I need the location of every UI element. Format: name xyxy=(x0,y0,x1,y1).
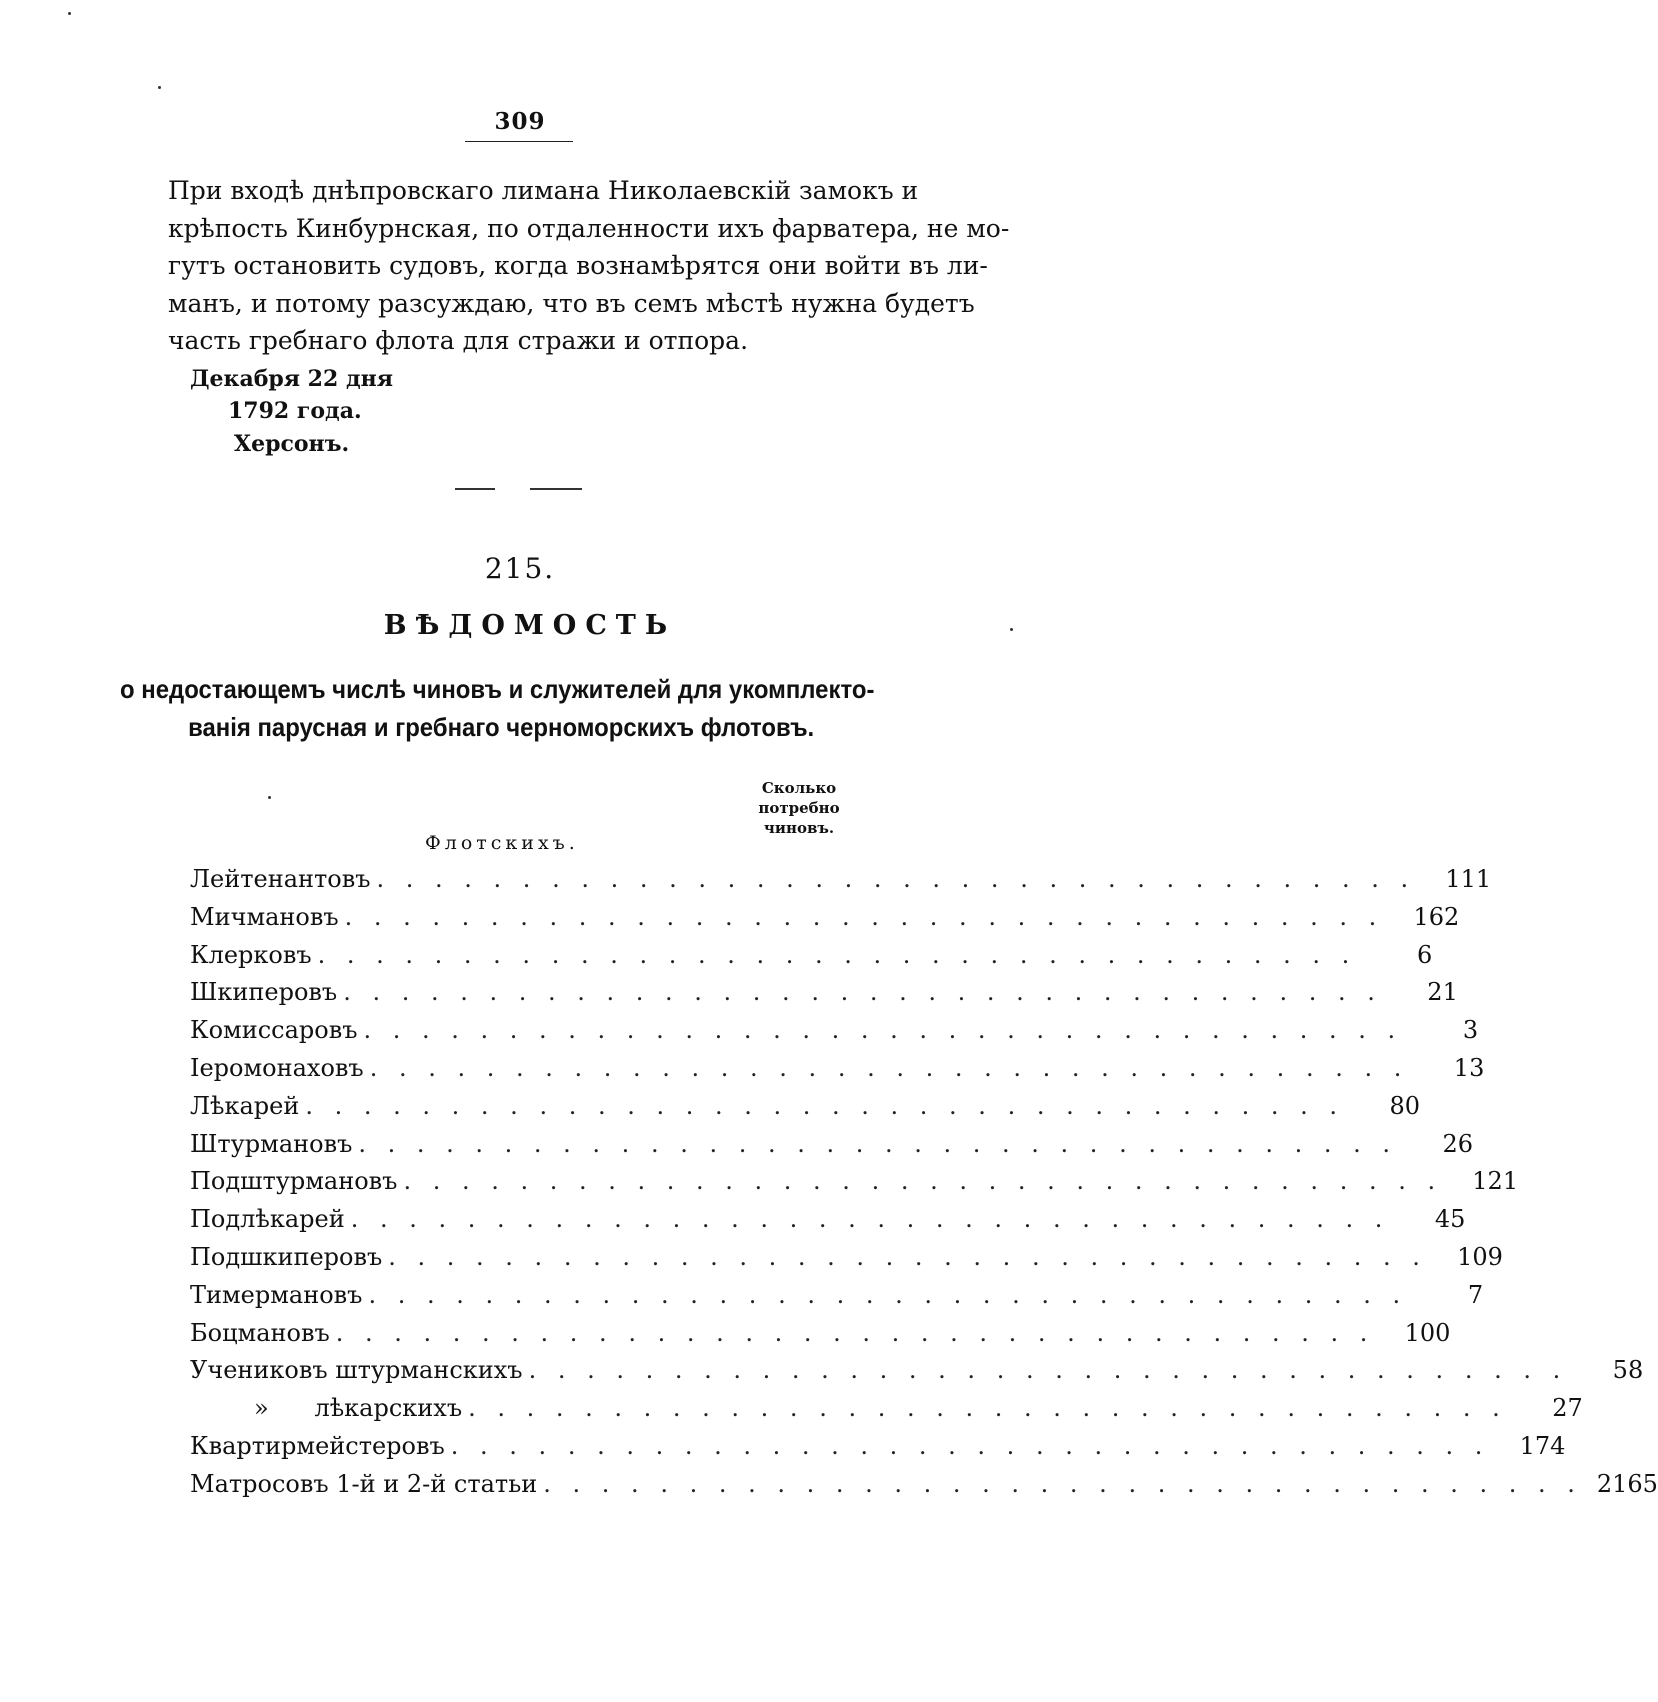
rank-count: 7 xyxy=(1467,1280,1484,1309)
rank-count: 109 xyxy=(1457,1242,1503,1271)
table-row xyxy=(190,1167,1519,1205)
paragraph-line: манъ, и потому разсуждаю, что въ семъ мѣстѣ нужна будетъ xyxy=(168,288,975,318)
table-row xyxy=(190,1091,1421,1130)
dot-leader: . . . . . . . . . . . . . . . . . . . . . . . . . . . . . . . . . . . . xyxy=(363,1016,1403,1045)
rank-label: Комиссаровъ xyxy=(190,1016,358,1045)
table-row xyxy=(190,1129,1474,1168)
column-header-line: потребно xyxy=(758,799,840,817)
rank-label: Подштурмановъ xyxy=(190,1167,398,1196)
rank-count: 13 xyxy=(1453,1053,1485,1082)
rank-count: 174 xyxy=(1519,1431,1566,1460)
dot-leader: . . . . . . . . . . . . . . . . . . . . . . . . . . . . . . . . . . . . xyxy=(368,1280,1408,1309)
dot-leader: . . . . . . . . . . . . . . . . . . . . . . . . . . . . . . . . . . . . xyxy=(344,902,1384,931)
rank-count: 26 xyxy=(1442,1129,1474,1158)
dot-leader: . . . . . . . . . . . . . . . . . . . . . . . . . . . . . . . . . . . . xyxy=(403,1167,1443,1196)
rank-label: Шкиперовъ xyxy=(190,978,338,1007)
page-number: 309 xyxy=(494,108,546,135)
document-title: ВѢДОМОСТЬ xyxy=(383,610,677,641)
rank-label: Матросовъ 1-й и 2-й статьи xyxy=(190,1469,538,1498)
table-row xyxy=(190,1242,1503,1281)
rank-label: Клерковъ xyxy=(190,940,312,969)
subtitle-line: о недостающемъ числѣ чиновъ и служителей для укомплекто- xyxy=(120,674,875,704)
rank-label: Лейтенантовъ xyxy=(190,865,371,893)
rank-label: » лѣкарскихъ xyxy=(254,1394,463,1423)
scan-speck xyxy=(268,796,271,799)
rank-label: Боцмановъ xyxy=(190,1318,330,1347)
count-column-header xyxy=(740,778,858,838)
dot-leader: . . . . . . . . . . . . . . . . . . . . . . . . . . . . . . . . . . . . xyxy=(468,1394,1507,1423)
paragraph-line: крѣпость Кинбурнская, по отдаленности ихъ фарватера, не мо- xyxy=(168,213,1010,243)
table-row xyxy=(190,1469,1658,1508)
table-row xyxy=(190,1318,1451,1357)
dot-leader: . . . . . . . . . . . . . . . . . . . . . . . . . . . . . . . . . . . . xyxy=(305,1091,1345,1120)
dot-leader: . . . . . . . . . . . . . . . . . . . . . . . . . . . . . . . . . . . . xyxy=(528,1356,1568,1385)
dot-leader: . . . . . . . . . . . . . . . . . . . . . . . . . . . . . . . . . . . . xyxy=(388,1242,1427,1271)
subtitle-line: ванія парусная и гребнаго черноморскихъ флотовъ. xyxy=(188,712,815,742)
table-row xyxy=(190,902,1460,941)
paragraph-line: часть гребнаго флота для стражи и отпора. xyxy=(168,326,749,355)
document-subtitle xyxy=(120,670,875,746)
rank-label: Штурмановъ xyxy=(190,1129,353,1158)
table-row xyxy=(190,1053,1485,1092)
rank-label: Подшкиперовъ xyxy=(190,1242,383,1271)
rank-count: 3 xyxy=(1462,1016,1479,1045)
rank-label: Квартирмейстеровъ xyxy=(190,1431,445,1460)
table-row xyxy=(190,1016,1479,1054)
document-number: 215. xyxy=(484,552,556,585)
ranks-table xyxy=(190,865,1658,1508)
page-number-rule xyxy=(465,141,573,142)
table-row xyxy=(190,1356,1644,1394)
column-header-line: чиновъ. xyxy=(763,819,835,837)
rank-count: 121 xyxy=(1472,1167,1519,1196)
rank-count: 6 xyxy=(1417,940,1433,969)
rank-count: 100 xyxy=(1404,1318,1451,1347)
rank-count: 111 xyxy=(1445,865,1492,893)
dot-leader: . . . . . . . . . . . . . . . . . . . . . . . . . . . . . . . . . . . . xyxy=(369,1053,1409,1082)
dot-leader: . . . . . . . . . . . . . . . . . . . . . . . . . . . . . . . . . . . . xyxy=(343,978,1382,1007)
body-paragraph xyxy=(168,172,1010,360)
table-row xyxy=(190,1394,1583,1432)
table-row xyxy=(190,978,1458,1016)
rank-label: Подлѣкарей xyxy=(190,1205,345,1234)
dot-leader: . . . . . . . . . . . . . . . . . . . . . . . . . . . . . . . . . . . . xyxy=(350,1205,1390,1234)
table-row xyxy=(190,1205,1466,1243)
paragraph-line: гутъ остановить судовъ, когда вознамѣрятся они войти въ ли- xyxy=(168,251,988,280)
rank-label: Тимермановъ xyxy=(190,1280,363,1309)
section-divider xyxy=(530,488,582,490)
table-row xyxy=(190,1280,1484,1319)
table-row xyxy=(190,865,1492,903)
section-divider xyxy=(455,488,495,490)
table-row xyxy=(190,940,1433,979)
scan-speck xyxy=(158,86,161,89)
rank-count: 58 xyxy=(1612,1356,1644,1385)
dot-leader: . . . . . . . . . . . . . . . . . . . . . . . . . . . . . . . . . . . . xyxy=(317,940,1357,969)
rank-label: Мичмановъ xyxy=(190,902,339,931)
rank-count: 21 xyxy=(1427,978,1458,1007)
rank-count: 45 xyxy=(1434,1205,1466,1234)
signature-place: Херсонъ. xyxy=(234,431,350,457)
scan-speck xyxy=(1010,628,1013,631)
scan-speck xyxy=(68,12,71,15)
signature-date: Декабря 22 дня xyxy=(190,366,393,392)
rank-label: Лѣкарей xyxy=(190,1091,300,1120)
dot-leader: . . . . . . . . . . . . . . . . . . . . . . . . . . . . . . . . . . . . xyxy=(543,1469,1582,1498)
dot-leader: . . . . . . . . . . . . . . . . . . . . . . . . . . . . . . . . . . . . xyxy=(376,865,1416,893)
rank-label: Іеромонаховъ xyxy=(190,1053,364,1082)
table-row xyxy=(190,1431,1566,1470)
rank-count: 162 xyxy=(1413,902,1460,931)
rank-count: 27 xyxy=(1552,1394,1583,1423)
dot-leader: . . . . . . . . . . . . . . . . . . . . . . . . . . . . . . . . . . . . xyxy=(358,1129,1398,1158)
rank-count: 80 xyxy=(1389,1091,1421,1120)
rank-count: 2165 xyxy=(1596,1469,1658,1498)
signature-year: 1792 года. xyxy=(228,398,362,424)
section-header: Флотскихъ. xyxy=(425,832,579,854)
dot-leader: . . . . . . . . . . . . . . . . . . . . . . . . . . . . . . . . . . . . xyxy=(450,1431,1490,1460)
column-header-line: Сколько xyxy=(761,779,837,797)
dot-leader: . . . . . . . . . . . . . . . . . . . . . . . . . . . . . . . . . . . . xyxy=(335,1318,1375,1347)
paragraph-line: При входѣ днѣпровскаго лимана Николаевскій замокъ и xyxy=(168,176,919,205)
rank-label: Учениковъ штурманскихъ xyxy=(190,1356,523,1385)
